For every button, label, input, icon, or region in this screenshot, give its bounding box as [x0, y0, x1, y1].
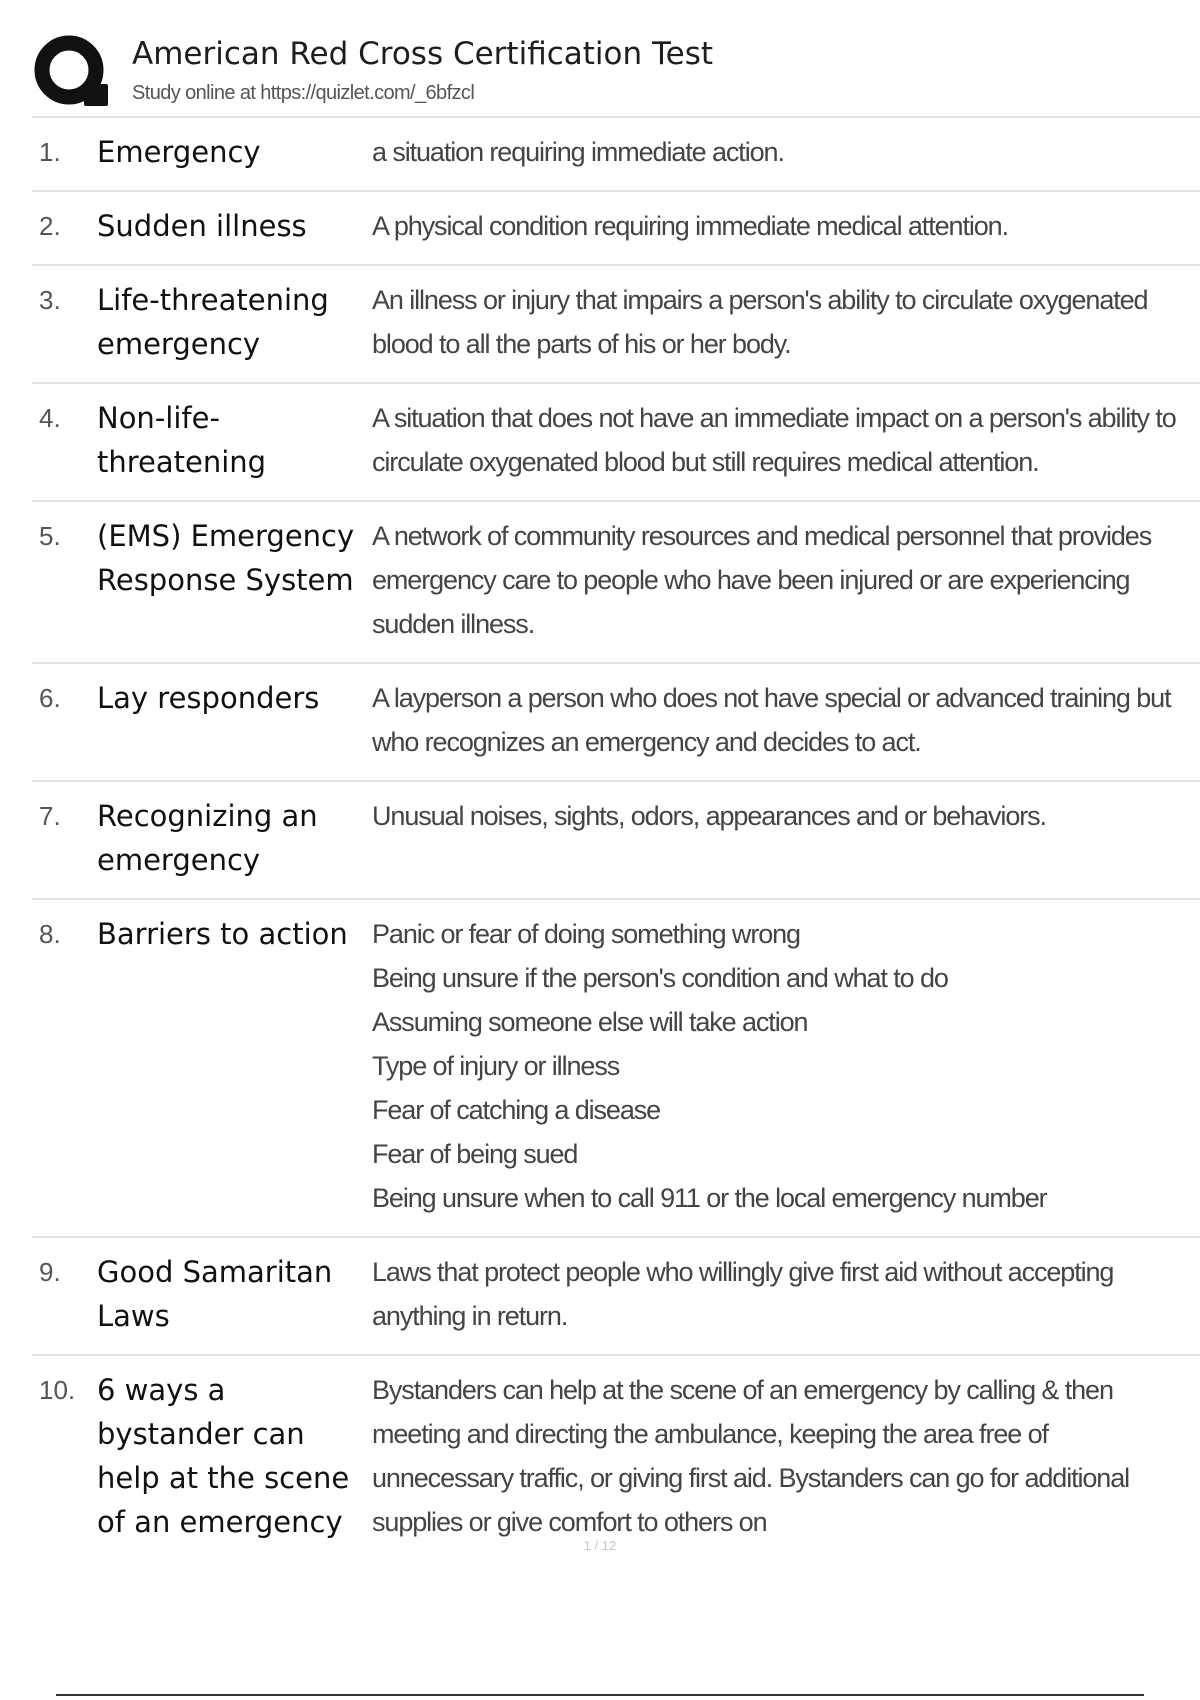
- card-term: Sudden illness: [97, 209, 307, 243]
- flashcard-row: [32, 266, 1200, 384]
- card-number: 6.: [39, 683, 61, 713]
- definition-line: Being unsure if the person's condition and what to do: [372, 963, 948, 993]
- page-number: 1 / 12: [583, 1538, 617, 1553]
- card-definition: [372, 278, 1200, 366]
- card-term: Life-threatening emergency: [97, 283, 329, 361]
- flashcard-row: [32, 1356, 1200, 1560]
- card-term: Good Samaritan Laws: [97, 1255, 333, 1333]
- card-definition: [372, 1250, 1200, 1338]
- definition-line: A situation that does not have an immediate impact on a person's ability to circulate oxygenated blood but still requires medical attention.: [372, 403, 1176, 477]
- card-term: 6 ways a bystander can help at the scene of an emergency: [97, 1373, 350, 1539]
- card-definition: [372, 794, 1200, 882]
- card-number: 9.: [39, 1257, 61, 1287]
- definition-line: Fear of catching a disease: [372, 1095, 661, 1125]
- definition-line: Fear of being sued: [372, 1139, 578, 1169]
- card-number: 1.: [39, 137, 61, 167]
- flashcard-row: [32, 782, 1200, 900]
- card-term: Recognizing an emergency: [97, 799, 318, 877]
- definition-line: A layperson a person who does not have special or advanced training but who recognizes an emergency and decides to act.: [372, 683, 1171, 757]
- flashcard-row: [32, 1238, 1200, 1356]
- card-definition: [372, 396, 1200, 484]
- card-number: 5.: [39, 521, 61, 551]
- definition-line: Type of injury or illness: [372, 1051, 620, 1081]
- definition-line: An illness or injury that impairs a person's ability to circulate oxygenated blood to all the parts of his or her body.: [372, 285, 1148, 359]
- flashcard-row: [32, 384, 1200, 502]
- definition-line: A network of community resources and medical personnel that provides emergency care to people who have been injured or are experiencing sudden illness.: [372, 521, 1152, 639]
- card-number: 7.: [39, 801, 61, 831]
- card-number: 4.: [39, 403, 61, 433]
- card-term: Emergency: [97, 135, 261, 169]
- study-online-link[interactable]: Study online at https://quizlet.com/_6bfzcl: [132, 82, 475, 104]
- definition-line: A physical condition requiring immediate medical attention.: [372, 211, 1008, 241]
- card-term: Barriers to action: [97, 917, 348, 951]
- card-number: 3.: [39, 285, 61, 315]
- card-number: 2.: [39, 211, 61, 241]
- card-term: Non-life-threatening: [97, 401, 267, 479]
- quizlet-q-logo-icon: [32, 32, 110, 110]
- card-definition: [372, 1368, 1200, 1544]
- card-definition: [372, 514, 1200, 646]
- card-definition: [372, 204, 1200, 248]
- definition-line: Laws that protect people who willingly give first aid without accepting anything in return.: [372, 1257, 1114, 1331]
- document-title: American Red Cross Certification Test: [132, 36, 714, 72]
- definition-line: Unusual noises, sights, odors, appearances and or behaviors.: [372, 801, 1046, 831]
- definition-line: Assuming someone else will take action: [372, 1007, 808, 1037]
- definition-line: a situation requiring immediate action.: [372, 137, 784, 167]
- card-definition: [372, 912, 1200, 1220]
- flashcard-row: [32, 664, 1200, 782]
- flashcard-row: [32, 502, 1200, 664]
- definition-line: Panic or fear of doing something wrong: [372, 919, 800, 949]
- page-header: [32, 30, 1200, 118]
- card-term: (EMS) Emergency Response System: [97, 519, 355, 597]
- definition-line: Bystanders can help at the scene of an emergency by calling & then meeting and directing the ambulance, keeping the area free of unnecessary traffic, or giving first aid. Bystanders can go for additional supplies or give comfort to others on: [372, 1375, 1130, 1537]
- card-definition: [372, 130, 1200, 174]
- definition-line: Being unsure when to call 911 or the local emergency number: [372, 1183, 1047, 1213]
- card-definition: [372, 676, 1200, 764]
- flashcard-row: [32, 192, 1200, 266]
- flashcard-row: [32, 900, 1200, 1238]
- flashcard-row: [32, 118, 1200, 192]
- flashcard-list: [32, 118, 1200, 1560]
- bottom-divider: [56, 1694, 1144, 1696]
- card-number: 8.: [39, 919, 61, 949]
- card-term: Lay responders: [97, 681, 320, 715]
- card-number: 10.: [39, 1375, 76, 1405]
